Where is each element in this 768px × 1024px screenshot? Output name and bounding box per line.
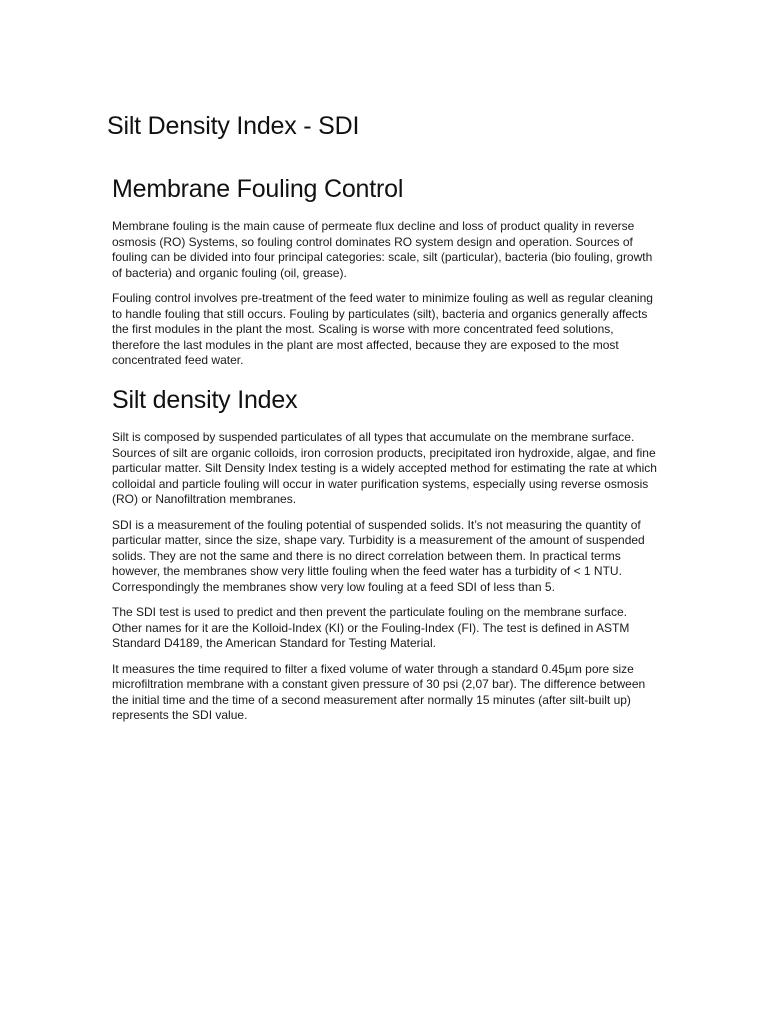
paragraph: The SDI test is used to predict and then prevent the particulate fouling on the membrane surface. Other names for it are the Kolloid-Index (KI) or the Fouling-Index (FI). The test is defined in ASTM Standard D4189, the American Standard for Testing Material. [112,605,630,650]
section-heading: Membrane Fouling Control [112,175,404,203]
paragraph: Silt is composed by suspended particulates of all types that accumulate on the membrane surface. Sources of silt are organic colloids, iron corrosion products, precipitated iron hydroxide, algae, and fine particular matter. Silt Density Index testing is a widely accepted method for estimating the rate at which colloidal and particle fouling will occur in water purification systems, especially using reverse osmosis (RO) or Nanofiltration membranes. [112,430,657,506]
section-membrane-fouling-control [112,174,657,369]
section-silt-density-index [112,385,657,724]
document-body [112,174,657,734]
paragraph: SDI is a measurement of the fouling potential of suspended solids. It’s not measuring the quantity of particular matter, since the size, shape vary. Turbidity is a measurement of the amount of suspended solids. They are not the same and there is no direct correlation between them. In practical terms however, the membranes show very little fouling when the feed water has a turbidity of < 1 NTU. Correspondingly the membranes show very low fouling at a feed SDI of less than 5. [112,517,645,594]
document-title: Silt Density Index - SDI [107,112,360,140]
section-heading: Silt density Index [112,385,298,414]
paragraph: It measures the time required to filter a fixed volume of water through a standard 0.45µm pore size microfiltration membrane with a constant given pressure of 30 psi (2,07 bar). The difference between the initial time and the time of a second measurement after normally 15 minutes (after silt-built up) represents the SDI value. [112,661,646,722]
paragraph: Fouling control involves pre-treatment of the feed water to minimize fouling as well as regular cleaning to handle fouling that still occurs. Fouling by particulates (silt), bacteria and organics generally affects the first modules in the plant the most. Scaling is worse with more concentrated feed solutions, therefore the last modules in the plant are most affected, because they are exposed to the most concentrated feed water. [112,291,653,368]
paragraph: Membrane fouling is the main cause of permeate flux decline and loss of product quality in reverse osmosis (RO) Systems, so fouling control dominates RO system design and operation. Sources of fouling can be divided into four principal categories: scale, silt (particular), bacteria (bio fouling, growth of bacteria) and organic fouling (oil, grease). [112,219,653,280]
